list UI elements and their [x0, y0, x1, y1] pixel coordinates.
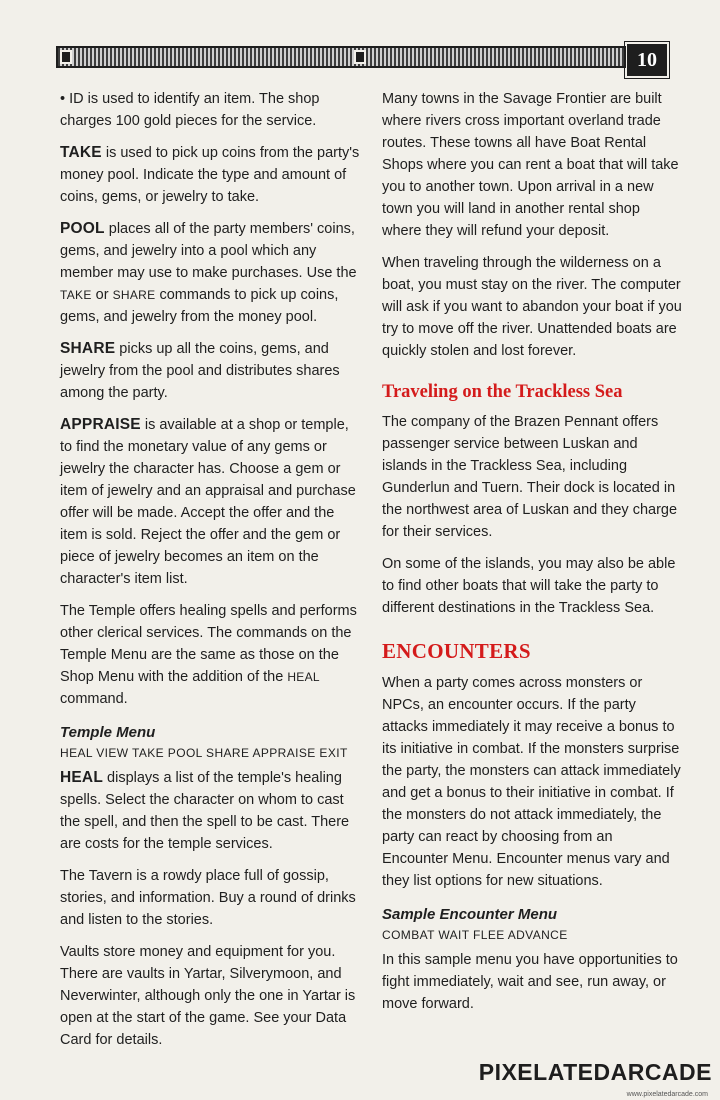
tavern-paragraph: The Tavern is a rowdy place full of gossip, stories, and information. Buy a round of drinks and listen to the stories. [60, 868, 356, 928]
sample-menu-commands: COMBAT WAIT FLEE ADVANCE [382, 928, 568, 942]
trackless-sea-heading: Traveling on the Trackless Sea [382, 382, 623, 402]
share-text: picks up all the coins, gems, and jewelry from the pool and distributes shares among the party. [60, 341, 340, 401]
header-decorative-bar [56, 46, 626, 68]
sea-paragraph-1: The company of the Brazen Pennant offers passenger service between Luskan and islands in the Trackless Sea, including Gunderlun and Tuern. Their dock is located in the northwest area of Luskan and they charge for their services. [382, 414, 678, 540]
appraise-paragraph [60, 414, 360, 590]
pool-cmd-take: TAKE [60, 288, 92, 302]
heal-paragraph [60, 767, 360, 855]
temple-paragraph [60, 600, 360, 710]
id-paragraph: • ID is used to identify an item. The shop charges 100 gold pieces for the service. [60, 91, 320, 129]
take-text: is used to pick up coins from the party's money pool. Indicate the type and amount of coins, gems, or jewelry to take. [60, 145, 360, 205]
take-keyword: TAKE [60, 144, 102, 161]
pool-text-a: places all of the party members' coins, gems, and jewelry into a pool which any member may use to make purchases. Use the [60, 221, 357, 281]
temple-text-a: The Temple offers healing spells and performs other clerical services. The commands on the Temple Menu are the same as those on the Shop Menu with the addition of the [60, 603, 357, 685]
pool-cmd-share: SHARE [112, 288, 156, 302]
bar-knob-middle [354, 50, 366, 64]
share-keyword: SHARE [60, 340, 116, 357]
take-paragraph [60, 142, 360, 208]
left-column [60, 88, 360, 1061]
temple-menu-heading: Temple Menu [60, 724, 156, 741]
temple-text-b: command. [60, 691, 128, 707]
bar-knob-left [60, 50, 72, 64]
right-column [382, 88, 682, 1025]
wilderness-paragraph: When traveling through the wilderness on a boat, you must stay on the river. The computer will ask if you want to abandon your boat if you try to move off the river. Unattended boats are quickly stolen and lost forever. [382, 255, 682, 359]
watermark-url: www.pixelatedarcade.com [626, 1091, 708, 1098]
sample-encounter-menu-heading: Sample Encounter Menu [382, 906, 558, 923]
pool-paragraph [60, 218, 360, 328]
temple-menu-commands: HEAL VIEW TAKE POOL SHARE APPRAISE EXIT [60, 746, 348, 760]
page-number: 10 [627, 44, 667, 76]
encounters-heading: ENCOUNTERS [382, 639, 531, 663]
appraise-text: is available at a shop or temple, to find the monetary value of any gems or jewelry the character has. Choose a gem or item of jewelry and an appraisal and purchase offer will be made. Accept the offer and the item is sold. Reject the offer and the gem or piece of jewelry becomes an item on the character's item list. [60, 417, 356, 587]
watermark-brand: PIXELATEDARCADE [478, 1059, 712, 1085]
heal-keyword: HEAL [60, 769, 103, 786]
temple-cmd-heal: HEAL [287, 670, 320, 684]
pool-text-b: commands to pick up coins, gems, and jewelry from the money pool. [60, 287, 339, 325]
sea-paragraph-2: On some of the islands, you may also be able to find other boats that will take the party to different destinations in the Trackless Sea. [382, 556, 676, 616]
appraise-keyword: APPRAISE [60, 416, 141, 433]
sample-menu-paragraph: In this sample menu you have opportunities to fight immediately, wait and see, run away, or move forward. [382, 952, 678, 1012]
share-paragraph [60, 338, 360, 404]
encounters-paragraph: When a party comes across monsters or NPCs, an encounter occurs. If the party attacks immediately it may receive a bonus to its initiative in combat. If the monsters surprise the party, the monsters can attack immediately and get a bonus to their initiative in combat. If the monsters do not attack immediately, the party can react by choosing from an Encounter Menu. Encounter menus vary and they list options for new situations. [382, 675, 681, 889]
vaults-paragraph: Vaults store money and equipment for you. There are vaults in Yartar, Silverymoon, and Neverwinter, although only the one in Yartar is open at the start of the game. See your Data Card for details. [60, 944, 356, 1048]
pool-text-or: or [91, 287, 113, 303]
pool-keyword: POOL [60, 220, 105, 237]
heal-text: displays a list of the temple's healing spells. Select the character on whom to cast the spell, and then the spell to be cast. There are costs for the temple services. [60, 770, 350, 852]
towns-paragraph: Many towns in the Savage Frontier are built where rivers cross important overland trade routes. These towns all have Boat Rental Shops where you can rent a boat that will take you to another town. Upon arrival in a new town you will land in another rental shop where they will refund your deposit. [382, 91, 679, 239]
